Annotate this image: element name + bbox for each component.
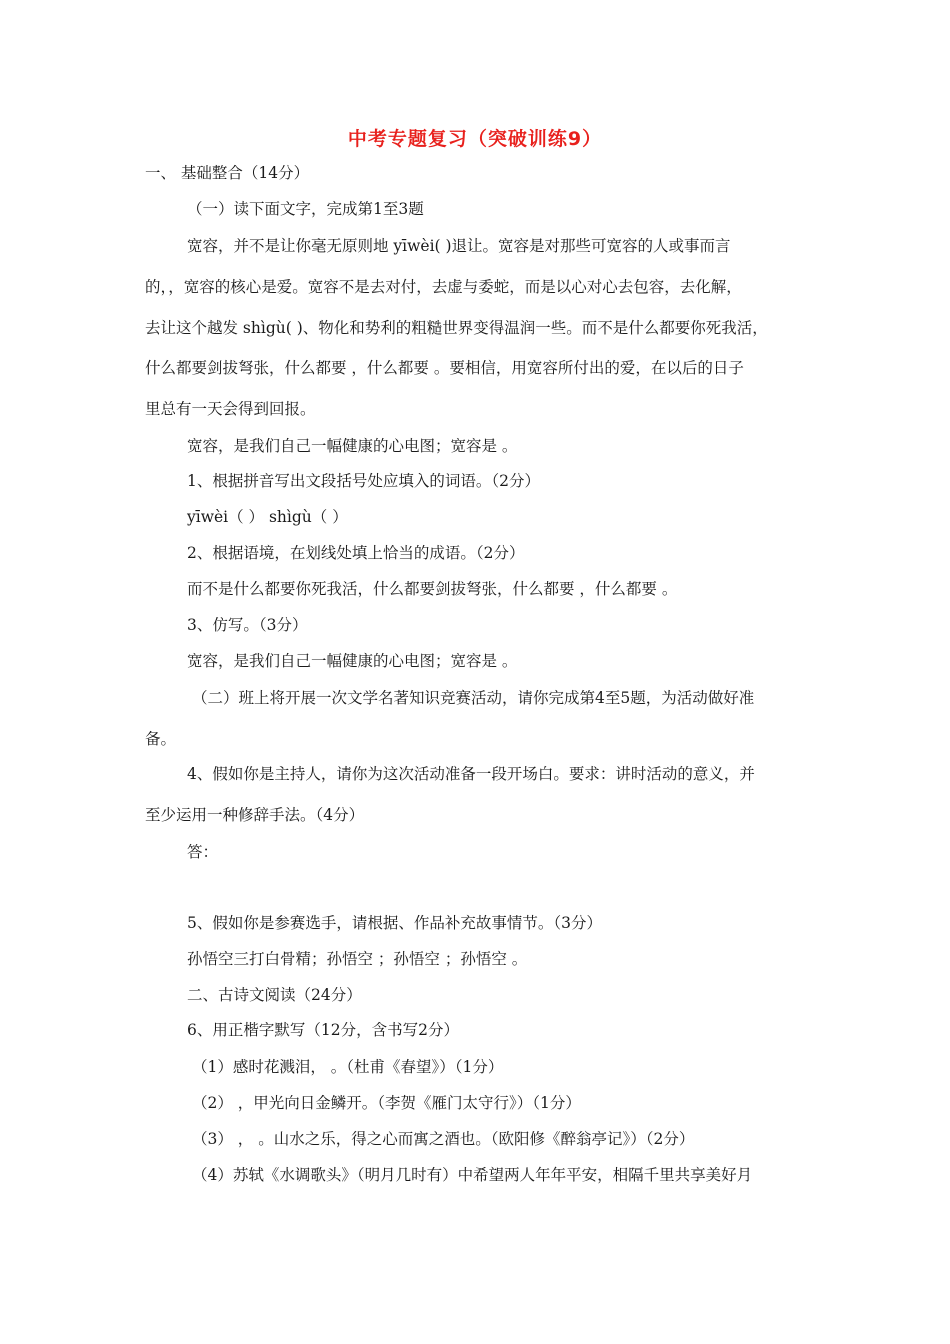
passage-line: 什么都要剑拔弩张，什么都要 ，什么都要 。要相信，用宽容所付出的爱，在以后的日子 (145, 359, 744, 377)
question-line: （1）感时花溅泪， 。（杜甫《春望》）（1分） (192, 1058, 504, 1076)
question-line: 4、假如你是主持人，请你为这次活动准备一段开场白。要求：讲时活动的意义，并 (187, 765, 755, 783)
answer-line: yīwèi（ ） shìgù（ ） (187, 508, 348, 526)
answer-line: 宽容，是我们自己一幅健康的心电图；宽容是 。 (187, 652, 518, 670)
question-line: 5、假如你是参赛选手，请根据、作品补充故事情节。（3分） (187, 914, 602, 932)
question-line: 至少运用一种修辞手法。（4分） (145, 806, 365, 824)
section-heading: 一、 基础整合（14分） (145, 164, 310, 182)
question-line: 6、用正楷字默写（12分，含书写2分） (187, 1021, 459, 1039)
question-line: （3） ， 。山水之乐，得之心而寓之酒也。（欧阳修《醉翁亭记》）（2分） (192, 1130, 695, 1148)
answer-line: 而不是什么都要你死我活，什么都要剑拔弩张，什么都要 ，什么都要 。 (187, 580, 678, 598)
passage-line: 宽容，是我们自己一幅健康的心电图；宽容是 。 (187, 437, 518, 455)
question-line: （2） ，甲光向日金鳞开。（李贺《雁门太守行》）（1分） (192, 1094, 581, 1112)
subsection-heading: 备。 (145, 730, 177, 748)
subsection-heading: （一）读下面文字，完成第1至3题 (187, 200, 424, 218)
passage-line: 宽容，并不是让你毫无原则地 yīwèi( )退让。宽容是对那些可宽容的人或事而言 (187, 237, 731, 255)
passage-line: 里总有一天会得到回报。 (145, 400, 316, 418)
question-line: 2、根据语境，在划线处填上恰当的成语。（2分） (187, 544, 525, 562)
section-heading: 二、古诗文阅读（24分） (187, 986, 362, 1004)
question-line: 3、仿写。（3分） (187, 616, 308, 634)
answer-line: 孙悟空三打白骨精；孙悟空 ；孙悟空 ；孙悟空 。 (187, 950, 528, 968)
passage-line: 去让这个越发 shìgù( )、物化和势利的粗糙世界变得温润一些。而不是什么都要你死我活， (145, 319, 768, 337)
question-line: 1、根据拼音写出文段括号处应填入的词语。（2分） (187, 472, 540, 490)
answer-label: 答： (187, 843, 219, 861)
page-title: 中考专题复习（突破训练9） (347, 128, 603, 150)
question-line: （4）苏轼《水调歌头》（明月几时有）中希望两人年年平安，相隔千里共享美好月 (192, 1166, 753, 1184)
passage-line: 的，，宽容的核心是爱。宽容不是去对付，去虚与委蛇，而是以心对心去包容，去化解， (145, 278, 742, 296)
subsection-heading: （二）班上将开展一次文学名著知识竞赛活动，请你完成第4至5题，为活动做好准 (192, 689, 755, 707)
